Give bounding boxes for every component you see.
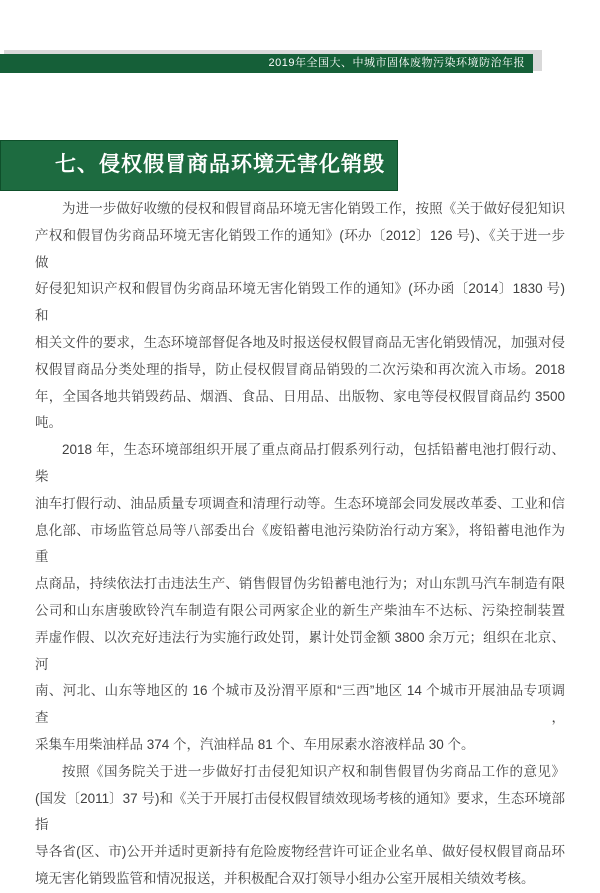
text-line: 为进一步做好收缴的侵权和假冒商品环境无害化销毁工作，按照《关于做好侵犯知识	[62, 201, 565, 216]
section-title-banner	[0, 140, 398, 191]
text-line: 按照《国务院关于进一步做好打击侵犯知识产权和制售假冒伪劣商品工作的意见》	[62, 763, 565, 779]
text-line: 点商品，持续依法打击违法生产、销售假冒伪劣铅蓄电池行为；对山东凯马汽车制造有限	[35, 576, 565, 592]
text-line: 油车打假行动、油品质量专项调查和清理行动等。生态环境部会同发展改革委、工业和信	[35, 495, 565, 511]
section-title: 七、侵权假冒商品环境无害化销毁	[55, 153, 385, 176]
text-line: 采集车用柴油样品 374 个，汽油样品 81 个、车用尿素水溶液样品 30 个。	[35, 736, 475, 752]
paragraph	[35, 759, 565, 893]
text-line: 2018 年，生态环境部组织开展了重点商品打假系列行动，包括铅蓄电池打假行动、柴	[35, 442, 565, 484]
text-line: 南、河北、山东等地区的 16 个城市及汾渭平原和“三西”地区 14 个城市开展油品专项调查，	[35, 683, 565, 726]
paragraph	[35, 437, 565, 759]
text-line: 产权和假冒伪劣商品环境无害化销毁工作的通知》(环办〔2012〕126 号)、《关于进一步做	[35, 227, 565, 270]
text-line: 导各省(区、市)公开并适时更新持有危险废物经营许可证企业名单、做好侵权假冒商品环	[35, 844, 565, 860]
paragraph	[35, 196, 565, 437]
text-line: 相关文件的要求，生态环境部督促各地及时报送侵权假冒商品无害化销毁情况，加强对侵	[35, 334, 565, 350]
text-line: 好侵犯知识产权和假冒伪劣商品环境无害化销毁工作的通知》(环办函〔2014〕1830 号)和	[35, 281, 565, 324]
text-line: (国发〔2011〕37 号)和《关于开展打击侵权假冒绩效现场考核的通知》要求，生态环境部指	[35, 790, 565, 833]
text-line: 权假冒商品分类处理的指导，防止侵权假冒商品销毁的二次污染和再次流入市场。2018	[35, 361, 565, 377]
report-header-text: 2019年全国大、中城市固体废物污染环境防治年报	[268, 57, 525, 69]
report-header-bar	[0, 54, 533, 73]
text-line: 年，全国各地共销毁药品、烟酒、食品、日用品、出版物、家电等侵权假冒商品约 3500 吨。	[35, 388, 565, 431]
text-line: 境无害化销毁监管和情况报送，并积极配合双打领导小组办公室开展相关绩效考核。	[35, 870, 535, 886]
text-line: 弄虚作假、以次充好违法行为实施行政处罚，累计处罚金额 3800 余万元；组织在北京、河	[35, 629, 565, 672]
body-text	[35, 196, 565, 893]
text-line: 息化部、市场监管总局等八部委出台《废铅蓄电池污染防治行动方案》，将铅蓄电池作为重	[35, 522, 565, 565]
text-line: 公司和山东唐骏欧铃汽车制造有限公司两家企业的新生产柴油车不达标、污染控制装置	[35, 602, 565, 618]
